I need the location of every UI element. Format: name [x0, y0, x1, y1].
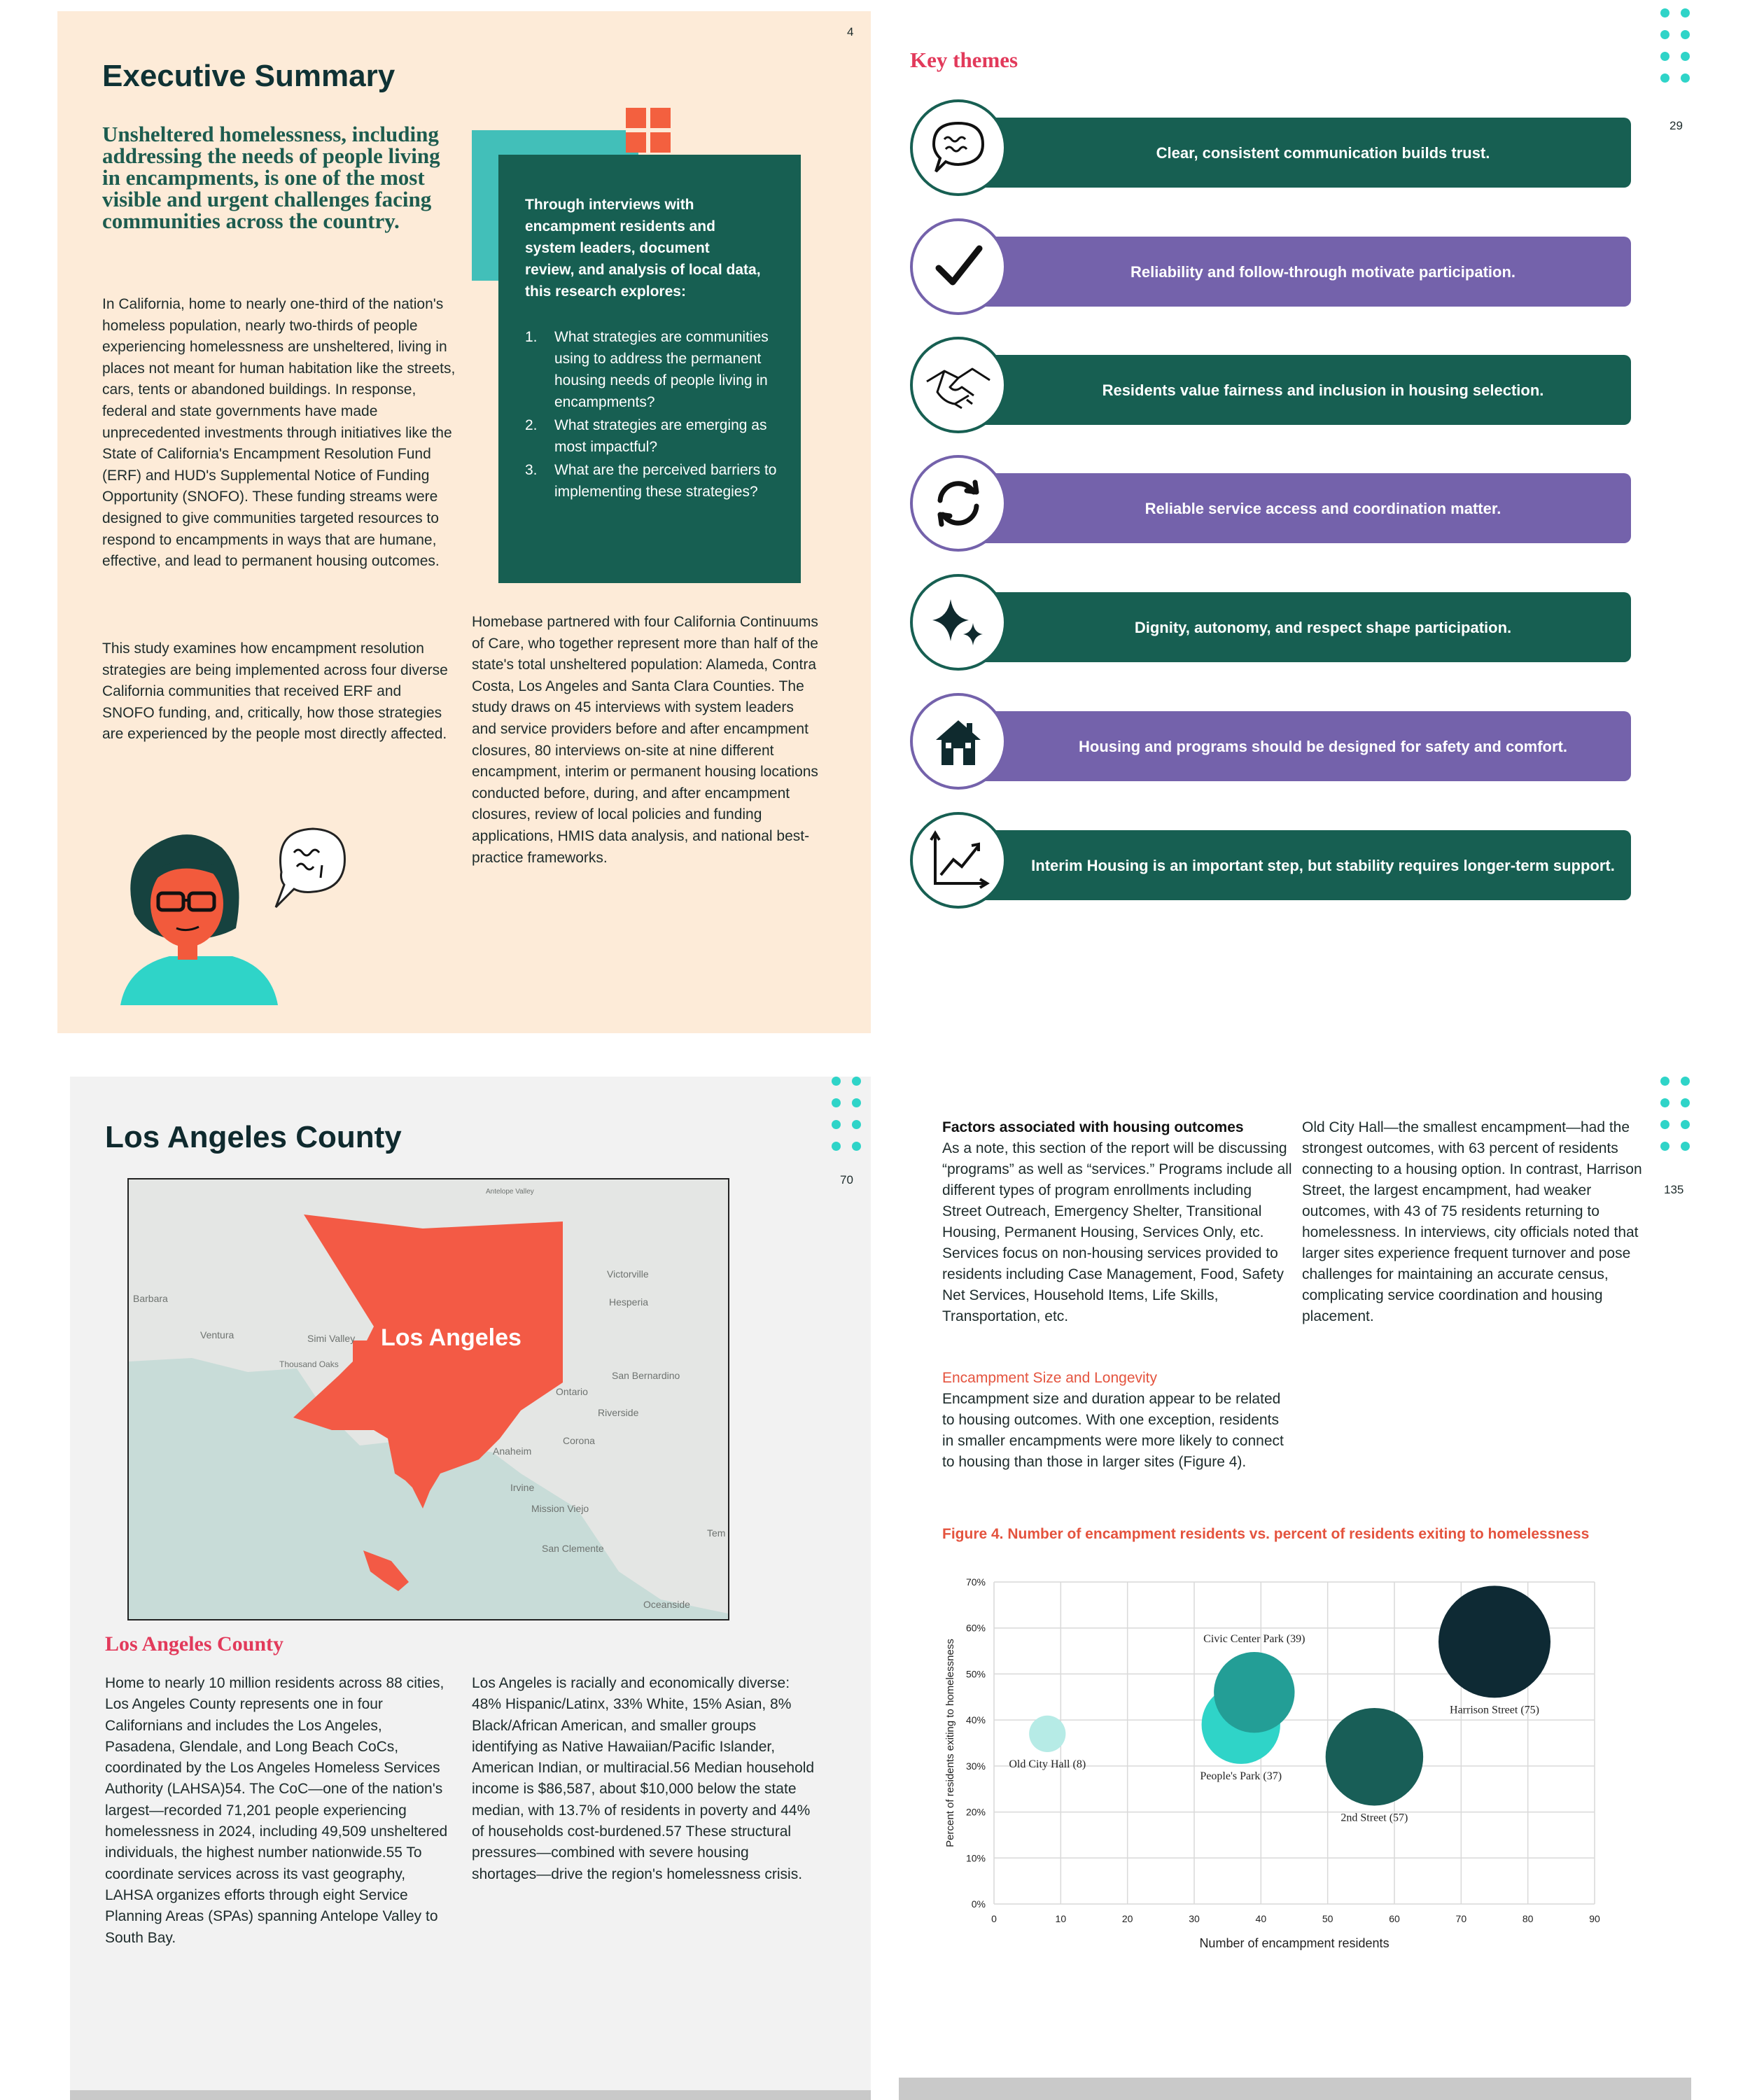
- page-footer-band: [70, 2090, 871, 2100]
- theme-row: [910, 574, 1631, 666]
- bubble-point: [1214, 1652, 1294, 1732]
- y-tick-label: 50%: [965, 1668, 986, 1680]
- growth-chart-icon: [910, 812, 1007, 909]
- theme-label: Dignity, autonomy, and respect shape participation.: [1134, 618, 1512, 636]
- factors-body: As a note, this section of the report will be discussing “programs” as well as “services.” Programs include all different types of program enrollments including Street Outreach, Emergency Shelter, Transitional Housing, Permanent Housing, Services Only, etc. Services focus on non-housing services provided to residents including Case Management, Food, Safety Net Services, Household Items, Life Skills, Transportation, etc.: [942, 1140, 1292, 1324]
- x-tick-label: 70: [1455, 1913, 1467, 1924]
- point-label: Harrison Street (75): [1450, 1704, 1539, 1716]
- map-place-label: Ventura: [200, 1329, 234, 1340]
- page-number: 29: [1670, 119, 1683, 132]
- point-label: 2nd Street (57): [1340, 1812, 1408, 1824]
- list-item: 1. What strategies are communities using to address the permanent housing needs of people living in encampments?: [525, 329, 769, 410]
- sparkle-icon: [910, 574, 1007, 671]
- theme-label: Reliable service access and coordination matter.: [1144, 499, 1502, 517]
- research-intro: Through interviews with encampment residents and system leaders, document review, and analysis of local data, this research explores:: [525, 197, 761, 300]
- theme-label: Clear, consistent communication builds trust.: [1156, 144, 1490, 162]
- theme-label: Housing and programs should be designed for safety and comfort.: [1079, 737, 1567, 755]
- map-place-label: San Bernardino: [612, 1370, 680, 1381]
- figure-caption: Figure 4. Number of encampment residents vs. percent of residents exiting to homelessness: [942, 1526, 1590, 1542]
- x-tick-label: 0: [991, 1913, 997, 1924]
- y-tick-label: 40%: [965, 1714, 986, 1726]
- page-title: Executive Summary: [102, 59, 396, 93]
- page-title: Los Angeles County: [105, 1120, 402, 1154]
- handshake-icon: [910, 337, 1007, 433]
- map-place-label: Oceanside: [643, 1599, 690, 1610]
- body-paragraph-3: Homebase partnered with four California Continuums of Care, who together represent more than half of the state's total unsheltered population: Alameda, Contra Costa, Los Angeles and Santa Clara Counties. The study draws on 45 interviews with system leaders and service providers before and after encampment closures, 80 interviews on-site at nine different encampment, interim or permanent housing locations conducted before, during, and after encampment closures, review of local policies and funding applications, HMIS data analysis, and national best-practice frameworks.: [472, 614, 818, 866]
- map-place-label: Hesperia: [609, 1296, 649, 1308]
- x-tick-label: 90: [1589, 1913, 1600, 1924]
- bubble-point: [1438, 1586, 1550, 1698]
- bubble-point: [1029, 1716, 1065, 1752]
- speech-bubble-icon: [910, 99, 1007, 196]
- decorative-dots: [1660, 1077, 1690, 1151]
- theme-row: [910, 218, 1631, 311]
- bubble-chart: [938, 1568, 1652, 1960]
- map-place-label: Anaheim: [493, 1446, 532, 1457]
- list-item: 2. What strategies are emerging as most impactful?: [525, 417, 767, 455]
- x-tick-label: 30: [1189, 1913, 1200, 1924]
- size-heading: Encampment Size and Longevity: [942, 1370, 1158, 1386]
- house-icon: [910, 693, 1007, 790]
- map-place-label: Thousand Oaks: [279, 1359, 339, 1369]
- lead-paragraph: Unsheltered homelessness, including addressing the needs of people living in encampments, is one of the most visible and urgent challenges facing communities across the country.: [102, 122, 440, 233]
- map-place-label: Simi Valley: [307, 1333, 356, 1344]
- map-place-label: Victorville: [607, 1268, 649, 1280]
- y-tick-label: 20%: [965, 1806, 986, 1818]
- body-paragraph-1: In California, home to nearly one-third of the nation's homeless population, nearly two-thirds of people experiencing homelessness are unsheltered, living in places not meant for human habitation like the streets, cars, tents or abandoned buildings. In response, federal and state governments have made unprecedented investments through initiatives like the State of California's Encampment Resolution Fund (ERF) and HUD's Supplemental Notice of Funding Opportunity (SNOFO). These funding streams were designed to give communities targeted resources to respond to encampments in ways that are humane, effective, and lead to permanent housing outcomes.: [102, 296, 456, 570]
- y-axis-label: Percent of residents exiting to homelessness: [944, 1639, 956, 1847]
- size-section: [942, 1368, 1285, 1473]
- research-questions-box: [498, 155, 801, 583]
- theme-label: Residents value fairness and inclusion in housing selection.: [1102, 381, 1544, 399]
- x-tick-label: 60: [1389, 1913, 1400, 1924]
- map-place-label: Antelope Valley: [486, 1188, 534, 1196]
- x-tick-label: 20: [1121, 1913, 1133, 1924]
- body-column-2: Los Angeles is racially and economically diverse: 48% Hispanic/Latinx, 33% White, 15% Asian, 8% Black/African American, and smaller groups identifying as Native Hawaiian/Pacific Islander, American Indian, or multiracial.56 Median household income is $86,587, about $10,000 below the state median, with 13.7% of residents in poverty and 44% of households cost-burdened.57 These structural pressures—combined with severe housing shortages—drive the region's homelessness crisis.: [472, 1675, 815, 1882]
- map-place-label: Irvine: [510, 1482, 535, 1493]
- y-tick-label: 30%: [965, 1760, 986, 1772]
- theme-label: Reliability and follow-through motivate participation.: [1130, 262, 1516, 281]
- theme-row: [910, 693, 1631, 785]
- theme-label: Interim Housing is an important step, but stability requires longer-term support.: [1031, 856, 1615, 874]
- point-label: Civic Center Park (39): [1203, 1633, 1306, 1646]
- list-item: 3. What are the perceived barriers to implementing these strategies?: [525, 462, 777, 500]
- page-footer-band: [899, 2078, 1691, 2100]
- y-tick-label: 10%: [965, 1852, 986, 1864]
- checkmark-icon: [910, 218, 1007, 315]
- decorative-dots: [1660, 8, 1690, 83]
- section-subtitle: Los Angeles County: [105, 1632, 284, 1656]
- page-executive-summary: [57, 11, 871, 1033]
- x-tick-label: 50: [1322, 1913, 1334, 1924]
- y-tick-label: 60%: [965, 1622, 986, 1634]
- point-label: People's Park (37): [1200, 1770, 1282, 1782]
- page-number: 70: [840, 1173, 853, 1186]
- body-column-1: Home to nearly 10 million residents across 88 cities, Los Angeles County represents one in four Californians and includes the Los Angeles, Pasadena, Glendale, and Long Beach CoCs, coordinated by the Los Angeles Homeless Services Authority (LAHSA)54. The CoC—one of the nation's largest—recorded 71,201 people experiencing homelessness in 2024, including 49,509 unsheltered individuals, the highest number nationwide.55 To coordinate services across its vast geography, LAHSA organizes efforts through eight Service Planning Areas (SPAs) spanning Antelope Valley to South Bay.: [105, 1675, 448, 1946]
- page-number: 135: [1664, 1183, 1684, 1196]
- bubble-point: [1326, 1708, 1423, 1805]
- size-body: Encampment size and duration appear to be related to housing outcomes. With one exception, residents in smaller encampments were more likely to connect to housing than those in larger sites (Figure 4).: [942, 1391, 1284, 1470]
- map-place-label: Ontario: [556, 1386, 588, 1397]
- outcomes-body: Old City Hall—the smallest encampment—had the strongest outcomes, with 63 percent of residents connecting to a housing option. In contrast, Harrison Street, the largest encampment, had weaker outcomes, with 43 of 75 residents returning to homelessness. In interviews, city officials noted that larger sites experience frequent turnover and pose challenges for maintaining an accurate census, complicating service coordination and housing placement.: [1302, 1119, 1642, 1324]
- map-county-label: Los Angeles: [381, 1324, 522, 1351]
- y-tick-label: 0%: [971, 1898, 986, 1910]
- theme-row: [910, 455, 1631, 547]
- map-place-label: Corona: [563, 1435, 595, 1446]
- map-place-label: Mission Viejo: [531, 1503, 589, 1514]
- y-tick-label: 70%: [965, 1576, 986, 1588]
- page-number: 4: [847, 25, 854, 38]
- x-axis-label: Number of encampment residents: [1199, 1936, 1390, 1950]
- theme-row: [910, 812, 1631, 904]
- point-label: Old City Hall (8): [1009, 1758, 1086, 1770]
- map-place-label: San Clemente: [542, 1543, 604, 1554]
- factors-heading: Factors associated with housing outcomes: [942, 1119, 1244, 1135]
- orange-window-icon: [626, 108, 671, 153]
- theme-row: [910, 99, 1631, 192]
- research-questions-list: [525, 326, 777, 504]
- map-place-label: Tem: [707, 1527, 726, 1539]
- factors-section: [942, 1117, 1292, 1327]
- body-paragraph-2: This study examines how encampment resolution strategies are being implemented across four diverse California communities that received ERF and SNOFO funding, and, critically, how those strategies are experienced by the people most directly affected.: [102, 640, 448, 743]
- x-tick-label: 40: [1255, 1913, 1267, 1924]
- map-place-label: Barbara: [133, 1293, 168, 1304]
- theme-row: [910, 337, 1631, 429]
- decorative-dots: [832, 1077, 861, 1151]
- person-speaking-illustration: [113, 816, 351, 1005]
- county-map: [127, 1178, 729, 1620]
- x-tick-label: 10: [1055, 1913, 1067, 1924]
- section-title: Key themes: [910, 48, 1018, 72]
- x-tick-label: 80: [1522, 1913, 1534, 1924]
- refresh-icon: [910, 455, 1007, 552]
- map-place-label: Riverside: [598, 1407, 639, 1418]
